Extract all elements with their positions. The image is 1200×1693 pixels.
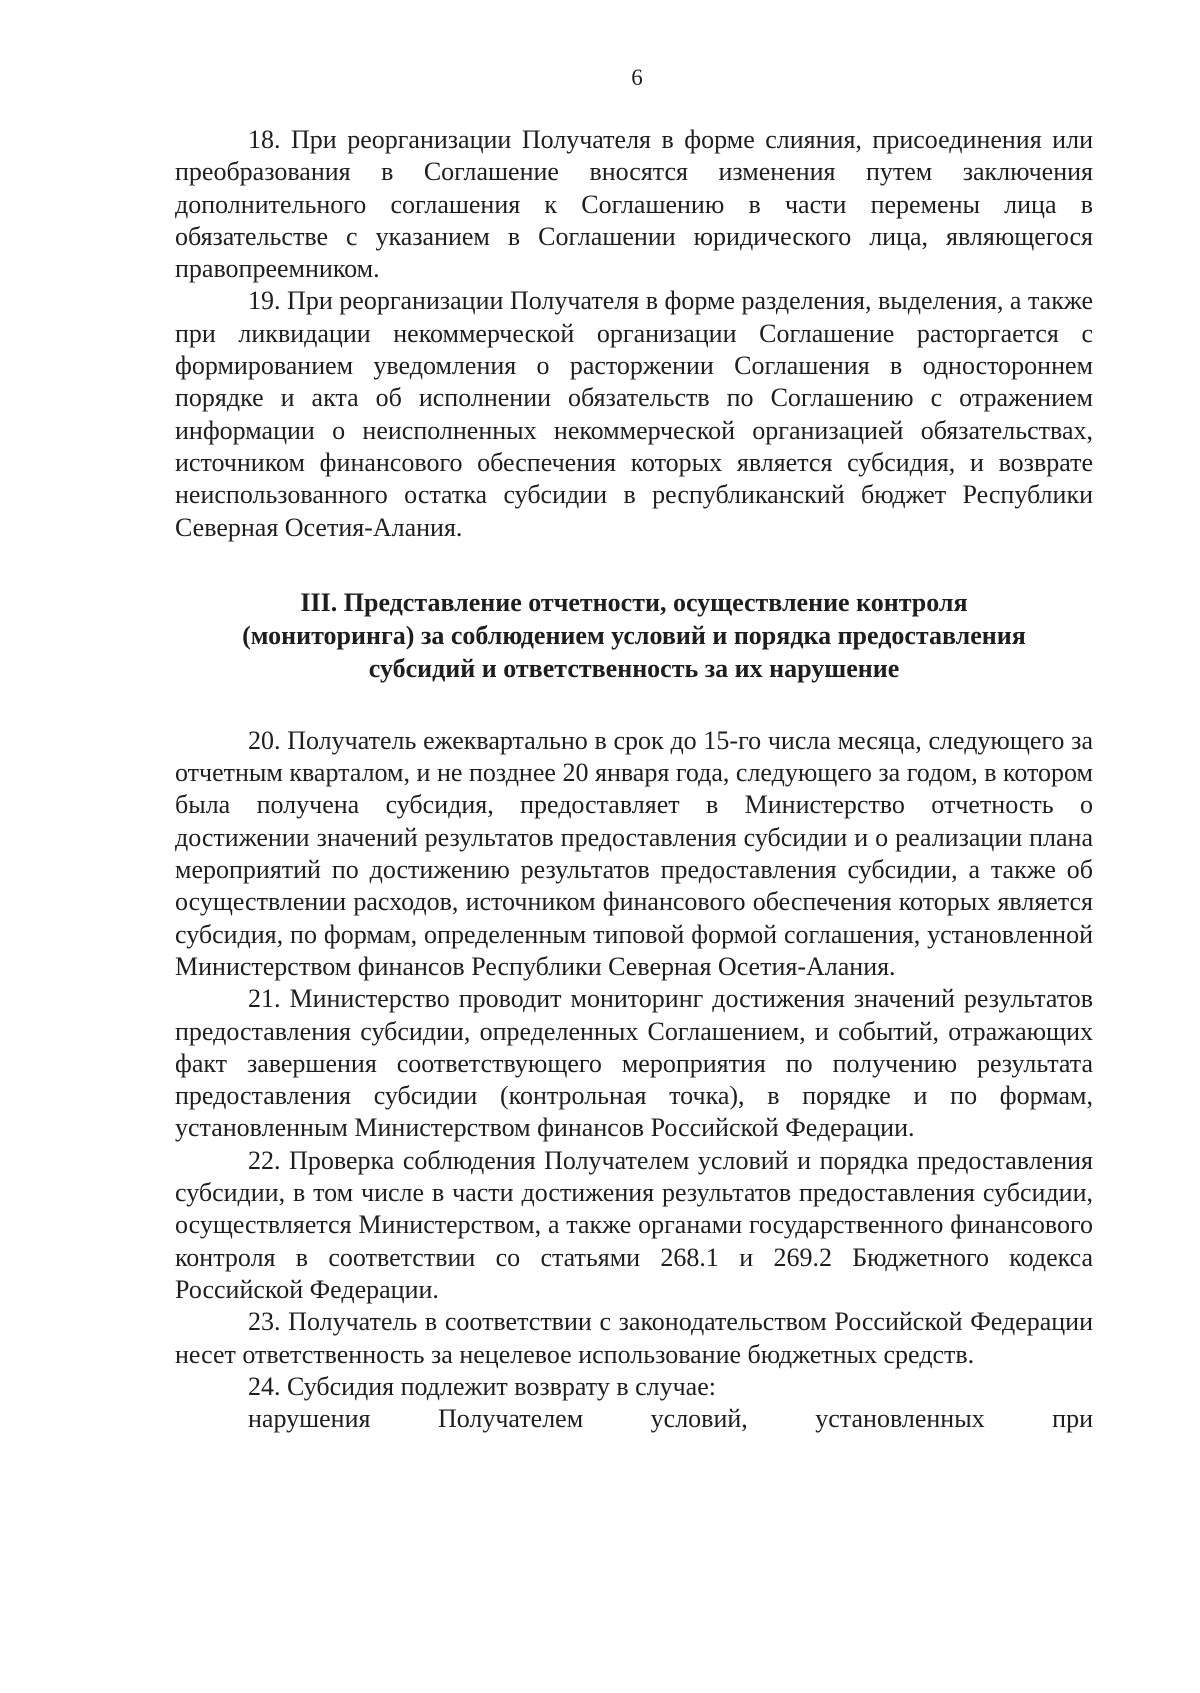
page-number: 6: [631, 65, 643, 90]
paragraph-21: 21. Министерство проводит мониторинг достижения значений результатов предоставления субсидии, определенных Соглашением, и событий, отражающих факт завершения соответствующего мероприятия по получению результата предоставления субсидии (контрольная точка), в порядке и по формам, установленным Министерством финансов Российской Федерации.: [175, 984, 1093, 1143]
paragraph-23: 23. Получатель в соответствии с законодательством Российской Федерации несет ответственность за нецелевое использование бюджетных средств.: [175, 1307, 1093, 1369]
paragraph-20: 20. Получатель ежеквартально в срок до 15-го числа месяца, следующего за отчетным кварталом, и не позднее 20 января года, следующего за годом, в котором была получена субсидия, предоставляет в Министерство отчетность о достижении значений результатов предоставления субсидии и о реализации плана мероприятий по достижению результатов предоставления субсидии, а также об осуществлении расходов, источником финансового обеспечения которых является субсидия, по формам, определенным типовой формой соглашения, установленной Министерством финансов Республики Северная Осетия-Алания.: [175, 725, 1093, 981]
section-heading: [175, 586, 1093, 685]
paragraph-19: 19. При реорганизации Получателя в форме разделения, выделения, а также при ликвидации некоммерческой организации Соглашение расторгается с формированием уведомления о расторжении Соглашения в одностороннем порядке и акта об исполнении обязательств по Соглашению с отражением информации о неисполненных некоммерческой организацией обязательствах, источником финансового обеспечения которых является субсидия, и возврате неиспользованного остатка субсидии в республиканский бюджет Республики Северная Осетия-Алания.: [175, 286, 1093, 542]
paragraph-24-item: нарушения Получателем условий, установленных при: [248, 1404, 1093, 1434]
paragraph-22: 22. Проверка соблюдения Получателем условий и порядка предоставления субсидии, в том числе в части достижения результатов предоставления субсидии, осуществляется Министерством, а также органами государственного финансового контроля в соответствии со статьями 268.1 и 269.2 Бюджетного кодекса Российской Федерации.: [175, 1145, 1093, 1304]
paragraph-24: 24. Субсидия подлежит возврату в случае:: [248, 1371, 716, 1401]
document-page: [175, 62, 1093, 1435]
section-heading-line-2: (мониторинга) за соблюдением условий и порядка предоставления: [242, 620, 1026, 650]
section-heading-line-3: субсидий и ответственность за их нарушение: [368, 653, 900, 683]
section-heading-line-1: III. Представление отчетности, осуществление контроля: [300, 587, 968, 617]
paragraph-18: 18. При реорганизации Получателя в форме слияния, присоединения или преобразования в Соглашение вносятся изменения путем заключения дополнительного соглашения к Соглашению в части перемены лица в обязательстве с указанием в Соглашении юридического лица, являющегося правопреемником.: [175, 125, 1093, 284]
